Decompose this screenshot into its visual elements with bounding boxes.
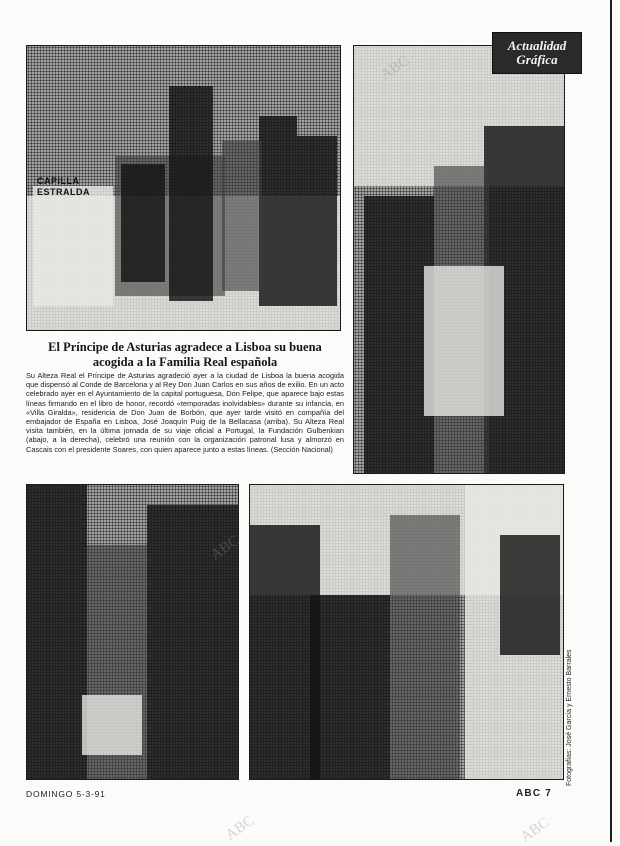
sign-line-2: ESTRALDA [37,187,90,197]
watermark: ABC [222,812,258,844]
section-badge [492,32,582,74]
photo-meeting-soares [26,484,239,780]
article-body: Su Alteza Real el Príncipe de Asturias agradeció ayer a la ciudad de Lisboa la buena acogida que dispensó al Conde de Barcelona y al Rey Don Juan Carlos en sus años de exilio. En un acto celebrado ayer en el Ayuntamiento de la capital portuguesa, Don Felipe, que aparece bajo estas líneas firmando en el libro de honor, recordó «temporadas inolvidables» durante su infancia, en «Villa Giralda», residencia de Don Juan de Borbón, que ayer tarde visitó en compañía del embajador de España en Lisboa, José Joaquín Puig de la Bellacasa (arriba). Su Alteza Real visita también, en la última jornada de su viaje oficial a Portugal, la Fundación Gulbenkian (abajo, a la derecha), celebró una reunión con la organización patronal lusa y almorzó en Cascais con el presidente Soares, con quien aparece junto a estas líneas. (Sección Nacional) [26,371,344,454]
footer-page-number: ABC 7 [516,788,553,799]
sign-line-1: CAPILLA [37,176,80,186]
photo-signing-honor-book [353,45,565,474]
watermark: ABC [377,52,413,84]
article-headline: El Príncipe de Asturias agradece a Lisboa su buena acogida a la Familia Real española [48,340,322,369]
watermark: ABC [517,814,553,846]
photo-gulbenkian-foundation [249,484,564,780]
watermark: ABC [207,532,243,564]
photo-credit: Fotografías: José García y Ernesto Barrales [566,649,573,786]
footer-date: DOMINGO 5-3-91 [26,789,106,799]
right-edge-rule [610,0,612,842]
sign-villa-giralda [37,176,90,198]
section-badge-line-1: Actualidad [507,38,567,53]
section-badge-line-2: Gráfica [516,52,558,67]
photo-villa-giralda [26,45,341,331]
